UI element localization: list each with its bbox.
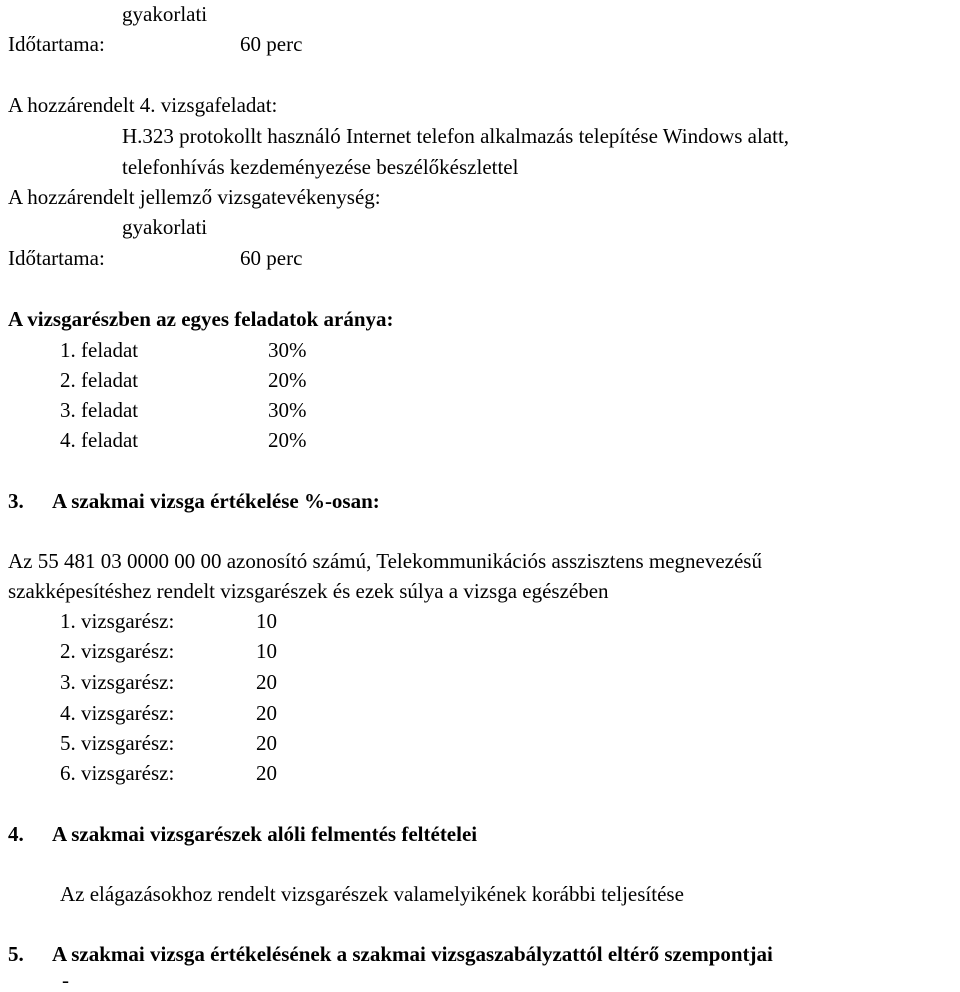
- task4-desc-line1: H.323 protokollt használó Internet telefon alkalmazás telepítése Windows alatt,: [122, 124, 790, 148]
- task4-heading: A hozzárendelt 4. vizsgafeladat:: [8, 93, 278, 117]
- section4-title: A szakmai vizsgarészek alóli felmentés feltételei: [52, 822, 478, 846]
- exam-part-value: 20: [256, 761, 277, 785]
- ratio-value: 30%: [268, 398, 307, 422]
- ratios-heading: A vizsgarészben az egyes feladatok aránya:: [8, 307, 394, 331]
- exam-part-value: 10: [256, 639, 277, 663]
- exam-part-label: 5. vizsgarész:: [60, 731, 175, 755]
- exam-part-value: 20: [256, 731, 277, 755]
- section4-text: Az elágazásokhoz rendelt vizsgarészek valamelyikének korábbi teljesítése: [60, 882, 684, 906]
- duration-value-top: 60 perc: [240, 32, 303, 56]
- section3-title: A szakmai vizsga értékelése %-osan:: [52, 489, 380, 513]
- exam-part-label: 2. vizsgarész:: [60, 639, 175, 663]
- task4-duration-value: 60 perc: [240, 246, 303, 270]
- exam-part-value: 10: [256, 609, 277, 633]
- ratio-value: 30%: [268, 338, 307, 362]
- section3-para-line1: Az 55 481 03 0000 00 00 azonosító számú, Telekommunikációs asszisztens megnevezésű: [8, 549, 762, 573]
- exam-part-label: 3. vizsgarész:: [60, 670, 175, 694]
- section4-number: 4.: [8, 822, 24, 846]
- ratio-value: 20%: [268, 428, 307, 452]
- section3-para-line2: szakképesítéshez rendelt vizsgarészek és ezek súlya a vizsga egészében: [8, 579, 609, 603]
- activity-type-top: gyakorlati: [122, 2, 208, 26]
- section5-title: A szakmai vizsga értékelésének a szakmai vizsgaszabályzattól eltérő szempontjai: [52, 942, 773, 966]
- task4-desc-line2: telefonhívás kezdeményezése beszélőkészlettel: [122, 155, 519, 179]
- section3-number: 3.: [8, 489, 24, 513]
- exam-part-label: 1. vizsgarész:: [60, 609, 175, 633]
- exam-part-label: 6. vizsgarész:: [60, 761, 175, 785]
- section5-text: -: [62, 968, 69, 992]
- ratio-label: 2. feladat: [60, 368, 139, 392]
- exam-part-value: 20: [256, 701, 277, 725]
- exam-part-value: 20: [256, 670, 277, 694]
- task4-activity-type: gyakorlati: [122, 215, 208, 239]
- ratio-value: 20%: [268, 368, 307, 392]
- task4-duration-label: Időtartama:: [8, 246, 105, 270]
- exam-part-label: 4. vizsgarész:: [60, 701, 175, 725]
- duration-label-top: Időtartama:: [8, 32, 105, 56]
- ratio-label: 1. feladat: [60, 338, 139, 362]
- ratio-label: 4. feladat: [60, 428, 139, 452]
- ratio-label: 3. feladat: [60, 398, 139, 422]
- section5-number: 5.: [8, 942, 24, 966]
- task4-activity-heading: A hozzárendelt jellemző vizsgatevékenység:: [8, 185, 381, 209]
